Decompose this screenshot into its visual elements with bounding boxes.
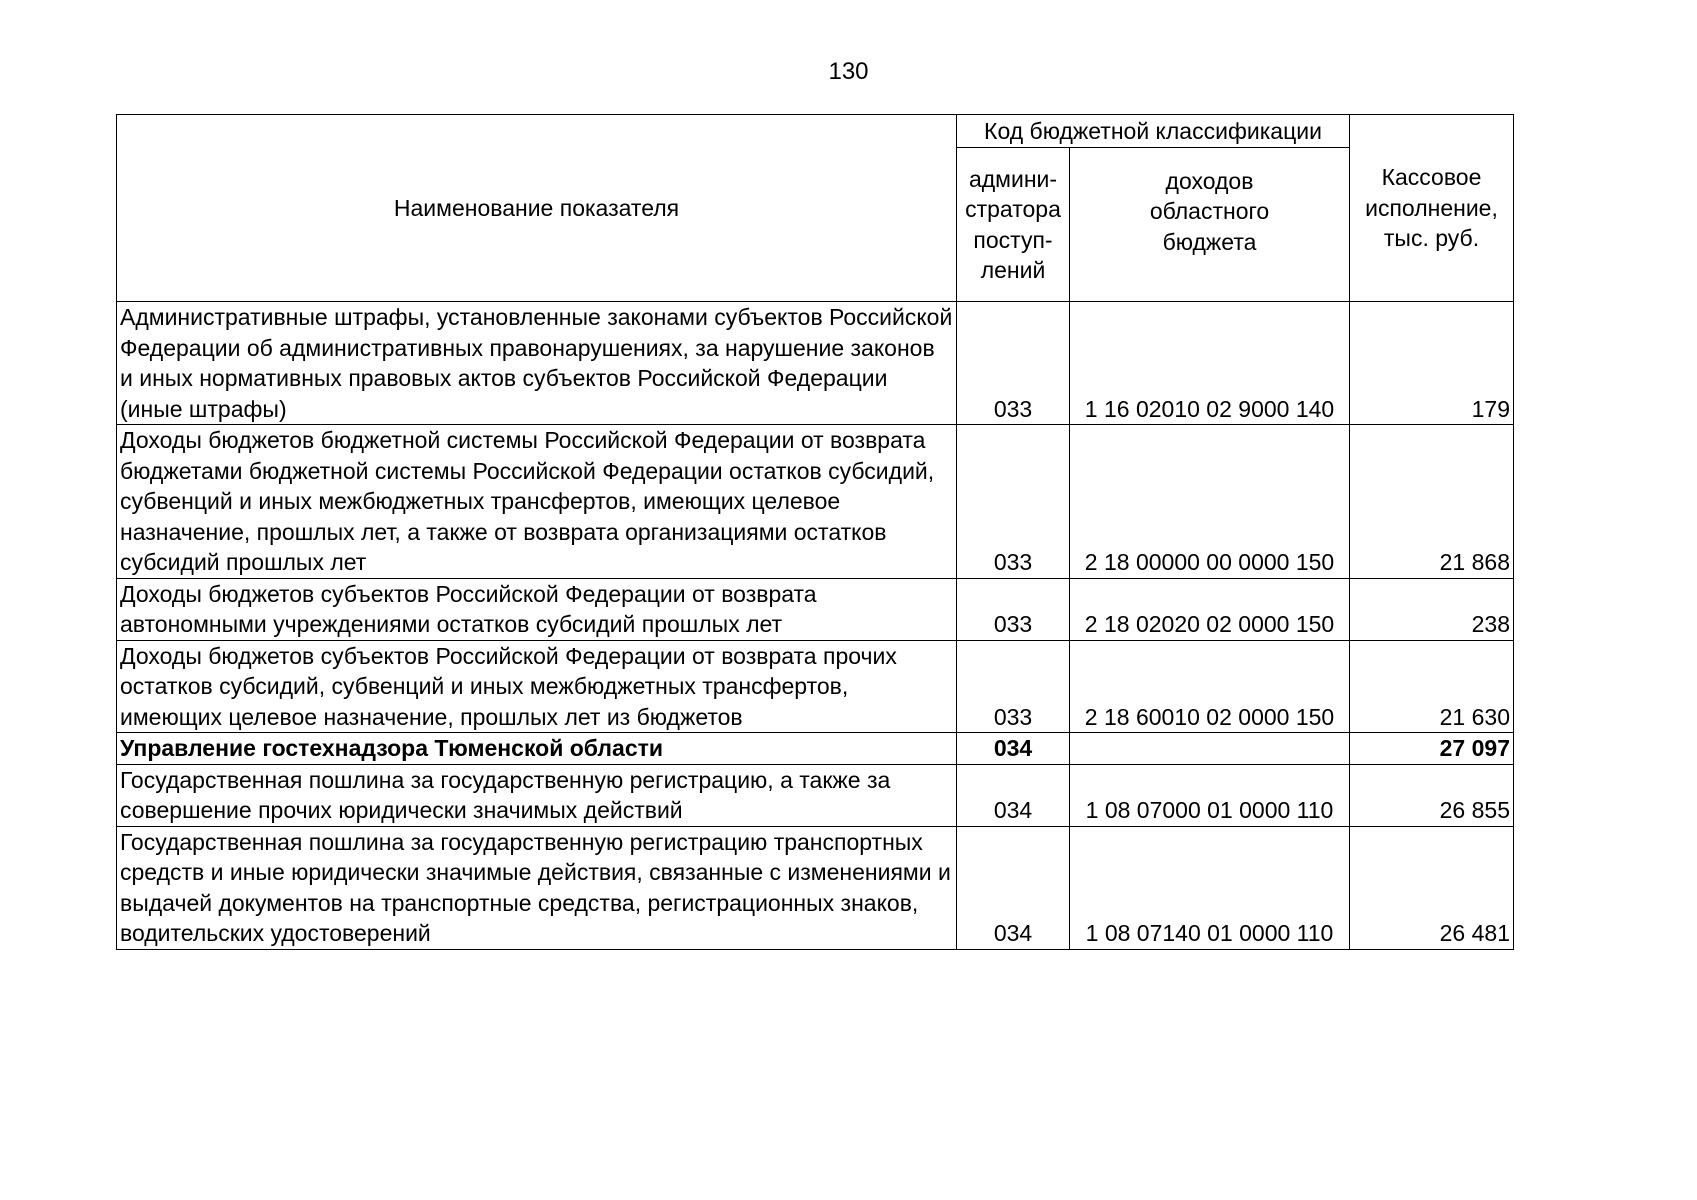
header-classification-code xyxy=(957,115,1350,148)
cash-execution-cell: 238 xyxy=(1350,578,1514,640)
header-budget-revenue-label: доходов областного бюджета xyxy=(1149,167,1270,255)
header-indicator-name xyxy=(117,115,957,302)
table-row xyxy=(117,764,1514,826)
administrator-code-cell: 034 xyxy=(957,733,1070,765)
table-row xyxy=(117,578,1514,640)
cash-execution-cell: 21 868 xyxy=(1350,425,1514,579)
budget-classification-code-cell: 1 08 07000 01 0000 110 xyxy=(1070,764,1350,826)
table-row xyxy=(117,733,1514,765)
budget-classification-code-cell: 2 18 02020 02 0000 150 xyxy=(1070,578,1350,640)
table-row xyxy=(117,826,1514,949)
header-indicator-name-label: Наименование показателя xyxy=(393,194,680,221)
administrator-code-cell: 033 xyxy=(957,302,1070,425)
budget-classification-code-cell: 2 18 00000 00 0000 150 xyxy=(1070,425,1350,579)
budget-classification-code-cell xyxy=(1070,733,1350,765)
budget-classification-code-cell: 1 08 07140 01 0000 110 xyxy=(1070,826,1350,949)
indicator-name-cell: Доходы бюджетов субъектов Российской Федерации от возврата прочих остатков субсидий, субвенций и иных межбюджетных трансфертов, имеющих целевое назначение, прошлых лет из бюджетов xyxy=(117,640,957,733)
table-body xyxy=(117,302,1514,950)
revenue-table xyxy=(116,114,1514,950)
budget-classification-code-cell: 1 16 02010 02 9000 140 xyxy=(1070,302,1350,425)
budget-classification-code-cell: 2 18 60010 02 0000 150 xyxy=(1070,640,1350,733)
indicator-name-cell: Доходы бюджетов бюджетной системы Российской Федерации от возврата бюджетами бюджетной системы Российской Федерации остатков субсидий, субвенций и иных межбюджетных трансфертов, имеющих целевое назначение, прошлых лет, а также от возврата организациями остатков субсидий прошлых лет xyxy=(117,425,957,579)
cash-execution-cell: 21 630 xyxy=(1350,640,1514,733)
header-administrator-label: админи- стратора поступ- лений xyxy=(965,165,1061,283)
administrator-code-cell: 034 xyxy=(957,826,1070,949)
cash-execution-cell: 179 xyxy=(1350,302,1514,425)
header-administrator xyxy=(957,148,1070,302)
cash-execution-cell: 26 481 xyxy=(1350,826,1514,949)
table-row xyxy=(117,640,1514,733)
administrator-code-cell: 033 xyxy=(957,578,1070,640)
administrator-code-cell: 033 xyxy=(957,640,1070,733)
administrator-code-cell: 033 xyxy=(957,425,1070,579)
table-header xyxy=(117,115,1514,302)
page-number: 130 xyxy=(828,58,869,85)
indicator-name-cell: Государственная пошлина за государственную регистрацию, а также за совершение прочих юридически значимых действий xyxy=(117,764,957,826)
administrator-code-cell: 034 xyxy=(957,764,1070,826)
header-budget-revenue xyxy=(1070,148,1350,302)
cash-execution-cell: 26 855 xyxy=(1350,764,1514,826)
header-cash-execution xyxy=(1350,115,1514,302)
indicator-name-cell: Управление гостехнадзора Тюменской области xyxy=(117,733,957,765)
header-classification-code-label: Код бюджетной классификации xyxy=(984,117,1322,144)
indicator-name-cell: Административные штрафы, установленные законами субъектов Российской Федерации об административных правонарушениях, за нарушение законов и иных нормативных правовых актов субъектов Российской Федерации (иные штрафы) xyxy=(117,302,957,425)
table-row xyxy=(117,425,1514,579)
indicator-name-cell: Доходы бюджетов субъектов Российской Федерации от возврата автономными учреждениями остатков субсидий прошлых лет xyxy=(117,578,957,640)
header-cash-execution-label: Кассовое исполнение, тыс. руб. xyxy=(1365,164,1498,252)
table-row xyxy=(117,302,1514,425)
indicator-name-cell: Государственная пошлина за государственную регистрацию транспортных средств и иные юридически значимые действия, связанные с изменениями и выдачей документов на транспортные средства, регистрационных знаков, водительских удостоверений xyxy=(117,826,957,949)
cash-execution-cell: 27 097 xyxy=(1350,733,1514,765)
